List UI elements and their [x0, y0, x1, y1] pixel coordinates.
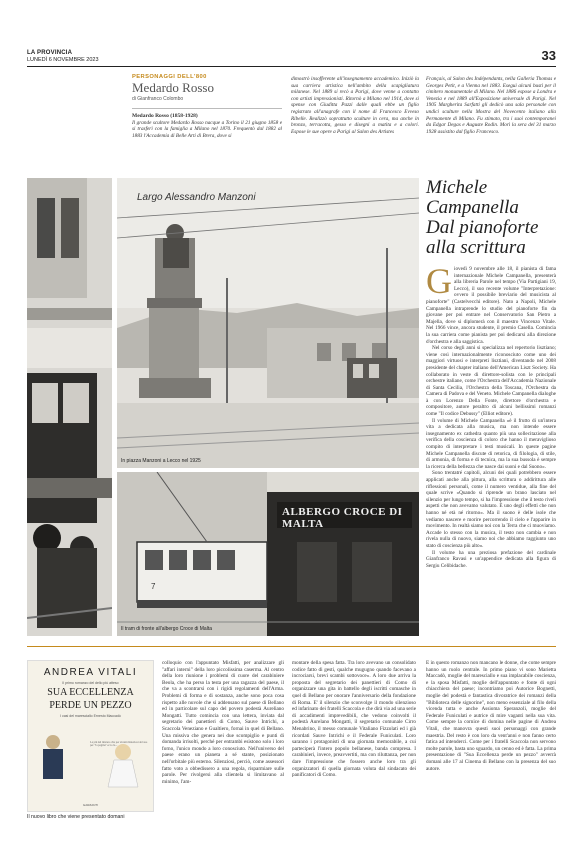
rosso-title: Medardo Rosso [132, 80, 214, 95]
photo-sign-albergo: ALBERGO CROCE DI MALTA [282, 506, 403, 530]
newspaper-name: LA PROVINCIA [27, 50, 73, 56]
page-number: 33 [541, 48, 556, 63]
rosso-subtitle: Medardo Rosso (1858-1928) [132, 113, 198, 119]
book-caption: Il nuovo libro che viene presentato domani [27, 814, 125, 820]
rosso-author: di Gianfranco Colombo [132, 96, 184, 102]
left-archive-photo-graphic [27, 178, 112, 636]
article-para-2: Nel corso degli anni si specializza nel repertorio lisztiano; viene così internazionalmente riconosciuto come uno dei maggiori virtuosi e interpreti lisztiani, diventando nel 2008 presidente del chapter italiano dell'American Liszt Society. Ha collaborato in veste di direttore-solista con le principali orchestre italiane, come l'Orchestra dell'Accademia Nazionale di Santa Cecilia, l'Orchestra della Toscana, l'Orchestra da Camera di Padova e del Veneto. Michele Campanella dialoghe à con Lorenzo Della Fonte, direttore d'orchestra e compositore, autore peraltro di alcuni bellissimi romanzi come "Il codice Debussy" (Elliot editore). [426, 345, 556, 418]
left-archive-photo [27, 178, 112, 636]
vitali-col3: E in questo romanzo non mancano le donne, che come sempre hanno un ruolo centrale. In primo piano vi sono Marietta Maccadò, moglie del maresciallo e sua implacabile coscienza, e la sposa Misfatti, moglie dell'appuntato e fonte di ogni chiacchiera del paese; incontriamo poi Autorice Bognetti, moglie del podestà e fantastica divoratrice dei romanzi della "Biblioteca delle signorine", non meno essenziale al filo della vicenda tutta e anche Assioma Speranzoli, moglie del Federale Funiculati e autrice di mire vaganti nella sua vita. Come sempre la cornice di domina nelle pagine di Andrea Vitali, che manovra questi suoi personaggi con grande maestria. Del resto è con loro da vent'anni e non fanno certo fatica ad intenderci. Come per i fratelli Scaccola non servono molte parole, basta uno sguardo, un cenno ed è fatta. La prima presentazione di "Sua Eccellenza perde un pezzo" avverrà domani alle 17 al Cinema di Bellano con la presenza del suo autore. [426, 660, 556, 772]
cover-blurb: La più del mistero che per alcuni misteriosi del suo per "la pagina" ecco la... [90, 741, 148, 747]
headline [426, 178, 556, 258]
header-rule [27, 66, 556, 67]
masthead [27, 50, 99, 63]
rosso-col2: dimostrò insofferente all'insegnamento accademico. Iniziò la sua carriera artistica nell'ambito della scapigliatura milanese. Nel 1889 si recò a Parigi, dove venne a contatto con artisti impressionisti. Ritornò a Milano nel 1914, dove si spense con Giuditta Pazzi dalle quali ebbe un figlio registrato all'anagrafe con il nome di Francesco Evveso Ribelle. Realizzò soprattutto sculture in cera, ma anche in bronzo, terracotta, gesso e disegni a matita e a colori. Espose le sue opere a Parigi al Salon des Artistes [291, 76, 419, 135]
rosso-box [132, 74, 282, 139]
rosso-col3: Français, al Salon des Indépendants, nella Galleria Thomas e Georges Petit, e a Vienna nel 1883. Eseguì alcuni busti per il cimitero monumentale di Milano. Nel 1886 espose a Londra e Venezia e nel 1889 all'Esposizione universale di Parigi. Nel 1905 Margherita Sarfatti gli dedicò una sala personale con undici sculture nella Mostra del Novecento italiano alla Permanente di Milano. Fu stimato, tra i suoi contemporanei da Edgar Degas e Auguste Rodin. Morì la sera del 31 marzo 1928 assistito dal figlio Francesco. [426, 76, 556, 135]
croce-di-malta-photo [117, 472, 419, 636]
bottom-photo-caption: Il tram di fronte all'albergo Croce di Malta [121, 626, 212, 632]
rosso-kicker: PERSONAGGI DELL'800 [132, 74, 207, 80]
book-cover [27, 660, 154, 812]
vitali-col2: montare della spesa fatta. Tra loro avevano un consolidato codice fatto di gesti, qualche mugugno quando facevano a incrociarsi, brevi scambi sottovoce». A loro due arriva la proposta del segretario dei panettieri di Como di organizzare una gita in battello degli iscritti comasche in quel di Bellano per onorare l'anniversario della fondazione di Roma. E' il silenzio che sconvolge il mondo silenzioso ed infarinato dei fratelli Scaccola e che dirà via ad una serie di accadimenti imprevedibili, che vedono coinvolti il podestà Aurelano Mongatti, il segretario comunale Cirro Menabrino, il messo comunale Vitaliano Fizzolati ed i già ricordati Sauve Intrichi e il Federale Funiculati. Loro saranno i protagonisti di una giornata memorabile, a cui parteciperà l'intero popolo bellanese, banda compresa. I carabinieri, invece, preavvertiti, ma con riluttanza, per non dare l'impressione che fossero anche loro tra gli organizzatori di quella giornata voluta dal sindacato dei panificatori di Como. [292, 660, 416, 779]
croce-di-malta-graphic [117, 472, 419, 636]
vitali-col1: colloquio con l'appuntato Misfatti, per analizzare gli "affari interni" della loro piccolissima caserma. Al centro della loro riunione i problemi di cuore del carabiniere Beola, che ha perso la testa per una ragazza del paese, il che va a scontrarsi con i rigidi regolamenti dell'Arma. Problemi di forma e di sostanza, anche sono poca cosa rispetto alle nuvole che si addensano sul paese di Bellano ed in particolare sul capo del povero podestà Aureliano Mongatti. Tutto comincia con una lettera, inviata dal segretario dei panettieri di Como, Sauve Intrichi, a Scaccola Veneziano e Gualtiero, fornai in quel di Bellano. Una missiva che genera nei due scompiglio e punti di domanda irrisolti, perché per entrambi esistono solo i loro forno, l'unico mondo a loro conosciuto. Nell'universo del paese erano un pianeta a sé stante, posizionato nell'orbitale più esterno. Silenziosi, perciò, come assessori fatto voto a obbedissero a una regola, risparmiare sulle parole. Per rivolgersi alla clientela si limitavano al minimo, l'am- [162, 660, 284, 785]
headline-line-2: Campanella [426, 197, 519, 218]
article-para-3: Il volume di Michele Campanella «è il frutto di un'intera vita a dedicata alla musica, ma non intende essere insegnamento ex cathedra quanto più una sollecitazione alla verifica della coscienza di coloro che hanno il meraviglioso compito di interpretare i testi musicali. In queste pagine Michele Campanella discute di retorica, di filologia, di stile, di armonia, di forma e di tecnica, ma la sua bussola è sempre la ricerca della bellezza che nasce dai suoni e dal Suono». [426, 417, 556, 470]
headline-line-3: Dal pianoforte [426, 217, 539, 238]
cover-subtitle: Il primo romanzo del dello più atteso [62, 681, 119, 685]
rosso-col1: Il grande scultore Medardo Rosso nacque a Torino il 21 giugno 1858 e si trasferì con la famiglia a Milano nel 1870. Frequentò dal 1882 al 1883 l'Accademia di Belle Arti di Brera, dove si [132, 119, 282, 139]
cover-author: ANDREA VITALI [43, 667, 138, 678]
cover-tagline: I casi del maresciallo Ernesto Maccadò [60, 714, 121, 718]
article-para-5: Il volume ha una preziosa prefazione del cardinale Gianfranco Ravasi e un'appendice dedicata alla figura di Sergiu Celibidache. [426, 549, 556, 569]
manzoni-square-photo [117, 178, 419, 468]
photo-sign-manzoni: Largo Alessandro Manzoni [137, 192, 256, 203]
issue-date: LUNEDÌ 6 NOVEMBRE 2023 [27, 56, 99, 63]
article-para-1: iovedì 9 novembre alle 18, il pianista di fama internazionale Michele Campanella, presenterà alla libreria Parole nel tempo (Via Partigiani 19, Lecco), il suo recente volume "Interpretazione: ovvero il possibile brevìario del musicista al pianoforte" (Castelvecchi editore). Nato a Napoli, Michele Campanella intraprende lo studio del pianoforte fin da giovane per poi entrare nel Conservatorio San Pietro a Majella, dove si diplomerà con il maestro Vincenzo Vitale. Nel 1966 vince, ancora studente, il premio Casella. Comincia la sua carriera come pianista per poi dedicarsi alla direzione d'orchestra e alla saggistica. [426, 266, 556, 345]
article-body [426, 266, 556, 706]
rosso-divider [132, 108, 282, 109]
article-para-4: Sono trentatré capitoli, alcuni dei quali potrebbero essere applicati anche alla pittura, alla scrittura o addirittura alle riflessioni personali, come il numero ventidue, alla fine del quale scrive «Quando si riprende un brano lasciato nel silenzio per lungo tempo, si ha l'impressione che il testo rivelì aspetti che non avevamo valutato. È uno degli effetti che non hanno né età né ritorno». Ma il suono è delle isole che vediamo nascere e morire percorrendo il cielo e l'apparire in movimento. In realtà siamo noi con la Terra che ci muoviamo. Accade lo stesso con la musica, il testo non cambia e non rivela nulla di nuovo, siamo noi che abbiamo raggiunto uno stato di coscienza più alto». [426, 470, 556, 549]
section-divider [27, 646, 556, 647]
tram-number: 7 [151, 582, 156, 591]
cover-illustration [28, 722, 151, 788]
top-photo-caption: In piazza Manzoni a Lecco nel 1925 [121, 458, 201, 464]
dropcap: G [426, 266, 452, 301]
cover-publisher: GARZANTI [82, 803, 99, 807]
cover-title-line-2: PERDE UN PEZZO [49, 700, 132, 711]
headline-line-4: alla scrittura [426, 237, 526, 258]
headline-line-1: Michele [426, 177, 488, 198]
manzoni-square-graphic [117, 178, 419, 468]
cover-title-line-1: SUA ECCELLENZA [47, 687, 134, 698]
campanella-article [426, 178, 556, 706]
